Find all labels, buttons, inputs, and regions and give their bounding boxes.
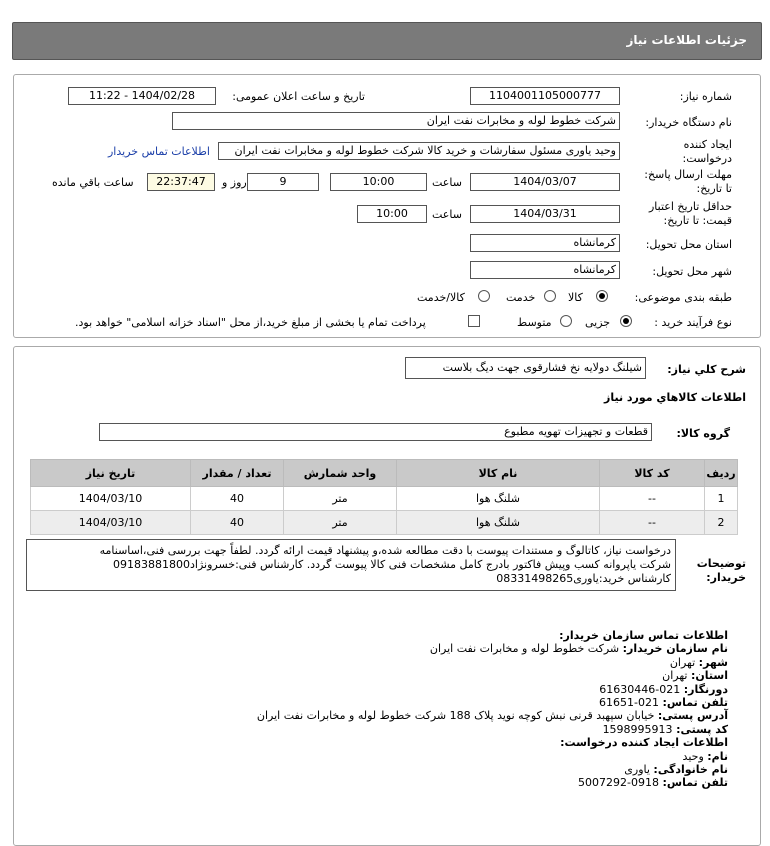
process-radio-medium[interactable] [560,315,572,327]
category-radio-goods[interactable] [596,290,608,302]
col-row-header: ردیف [705,460,738,487]
page-title: جزئیات اطلاعات نیاز [626,33,747,47]
treasury-checkbox[interactable] [468,315,480,327]
remaining-label: ساعت باقي مانده [52,176,134,189]
payment-note: پرداخت تمام یا بخشی از مبلغ خرید،از محل "اسناد خزانه اسلامی" خواهد بود. [75,316,426,329]
contact-city-line [28,656,728,669]
process-radio-minor[interactable] [620,315,632,327]
contact-province-value: تهران [662,669,688,683]
cell-code: -- [600,487,705,511]
city-field: کرمانشاه [470,261,620,279]
group-field: قطعات و تجهیزات تهویه مطبوع [99,423,652,441]
days-field: 9 [247,173,319,191]
buyer-field: شرکت خطوط لوله و مخابرات نفت ایران [172,112,620,130]
category-radio-service[interactable] [544,290,556,302]
creator-field: وحید یاوری مسئول سفارشات و خرید کالا شرکت خطوط لوله و مخابرات نفت ایران [218,142,620,160]
announce-field: 1404/02/28 - 11:22 [68,87,216,105]
creator-phone-line [28,776,728,789]
cell-row: 1 [705,487,738,511]
category-label: طبقه بندی موضوعی: [634,291,732,304]
creator-family-value: یاوری [624,763,650,777]
cell-unit: متر [284,511,397,535]
contact-block [28,629,728,790]
cell-code: -- [600,511,705,535]
creator-name-value: وحید [682,749,704,763]
deadline-time-label: ساعت [432,176,462,189]
deadline-label-1: مهلت ارسال پاسخ: [644,168,732,181]
contact-fax-line [28,683,728,696]
notes-label-1: توضیحات [696,557,746,570]
validity-time-label: ساعت [432,208,462,221]
category-goods-label: کالا [568,291,583,304]
deadline-label-2: تا تاریخ: [696,182,732,195]
contact-postal-line [28,723,728,736]
creator-family-line [28,763,728,776]
notes-line: شرکت یاپروانه کسب وپیش فاکتور بادرج کامل مشخصات فنی کالا پیوست گردد. کارشناس فنی:خسرونژاد09183881800 [113,558,671,571]
validity-date-field: 1404/03/31 [470,205,620,223]
contact-province-line [28,669,728,682]
cell-name: شلنگ هوا [397,511,600,535]
table-row [31,511,738,535]
contact-address-value: خیابان سپهبد قرنی نبش کوچه نوید پلاک 188 شرکت خطوط لوله و مخابرات نفت ایران [256,709,655,723]
cell-name: شلنگ هوا [397,487,600,511]
process-label: نوع فرآیند خرید : [654,316,732,329]
contact-address-line [28,709,728,722]
notes-line: کارشناس خرید:یاوری08331498265 [496,572,671,585]
col-code-header: کد کالا [600,460,705,487]
table-row [31,487,738,511]
creator-phone-label: تلفن تماس: [662,776,728,790]
contact-org-label: نام سازمان خریدار: [622,642,728,656]
col-date-header: تاریخ نیاز [31,460,191,487]
creator-name-line [28,750,728,763]
remaining-time-field: 22:37:47 [147,173,215,191]
province-field: کرمانشاه [470,234,620,252]
table-header-row [31,460,738,487]
contact-org-line [28,642,728,655]
notes-label-2: خریدار: [706,571,746,584]
city-label: شهر محل تحویل: [652,265,732,278]
contact-address-label: آدرس پستی: [657,709,728,723]
summary-label: شرح کلي نياز: [667,363,746,376]
contact-fax-value: 021-61630446 [599,682,681,696]
contact-org-value: شرکت خطوط لوله و مخابرات نفت ایران [429,642,620,656]
buyer-contact-link[interactable]: اطلاعات تماس خریدار [108,145,210,158]
col-unit-header: واحد شمارش [284,460,397,487]
contact-title: اطلاعات تماس سازمان خریدار: [559,629,728,642]
category-radio-both[interactable] [478,290,490,302]
province-label: استان محل تحویل: [645,238,732,251]
category-service-label: خدمت [506,291,536,304]
col-qty-header: تعداد / مقدار [191,460,284,487]
days-label: روز و [222,176,247,189]
contact-city-value: تهران [669,655,696,669]
page-header [12,22,762,60]
contact-province-label: استان: [691,669,728,683]
cell-date: 1404/03/10 [31,487,191,511]
creator-info-title: اطلاعات ایجاد کننده درخواست: [560,736,728,750]
buyer-label: نام دستگاه خریدار: [645,116,732,129]
notes-line: درخواست نیاز، کاتالوگ و مستندات پیوست با دقت مطالعه شده،و پیشنهاد قیمت ارائه گردد. لطفاً جهت بررسی فنی،اساسنامه [99,544,671,557]
goods-info-title: اطلاعات کالاهاي مورد نياز [604,391,746,404]
validity-label-1: حداقل تاریخ اعتبار [648,200,732,213]
validity-label-2: قیمت: تا تاریخ: [663,214,732,227]
creator-label-1: ایجاد کننده [683,138,732,151]
deadline-time-field: 10:00 [330,173,427,191]
process-minor-label: جزیی [585,316,611,329]
cell-qty: 40 [191,487,284,511]
contact-postal-label: کد پستی: [676,722,728,736]
need-number-label: شماره نیاز: [679,90,732,103]
group-label: گروه کالا: [676,427,730,440]
validity-time-field: 10:00 [357,205,427,223]
creator-phone-value: 0918-5007292 [578,776,660,790]
col-name-header: نام کالا [397,460,600,487]
cell-row: 2 [705,511,738,535]
contact-city-label: شهر: [698,655,728,669]
cell-unit: متر [284,487,397,511]
contact-phone-value: 021-61651 [599,696,660,710]
cell-date: 1404/03/10 [31,511,191,535]
notes-box [26,539,676,591]
summary-field: شیلنگ دولایه نخ فشارقوی جهت دیگ بلاست [405,357,646,379]
need-number-field: 1104001105000777 [470,87,620,105]
items-table [30,459,738,535]
category-both-label: کالا/خدمت [417,291,465,304]
creator-family-label: نام خانوادگی: [653,763,728,777]
cell-qty: 40 [191,511,284,535]
process-medium-label: متوسط [517,316,552,329]
creator-name-label: نام: [707,749,728,763]
contact-phone-line [28,696,728,709]
creator-label-2: درخواست: [682,152,732,165]
contact-fax-label: دورنگار: [683,682,728,696]
contact-postal-value: 1598995913 [602,722,673,736]
deadline-date-field: 1404/03/07 [470,173,620,191]
contact-phone-label: تلفن تماس: [662,696,728,710]
announce-label: تاریخ و ساعت اعلان عمومی: [232,90,365,103]
